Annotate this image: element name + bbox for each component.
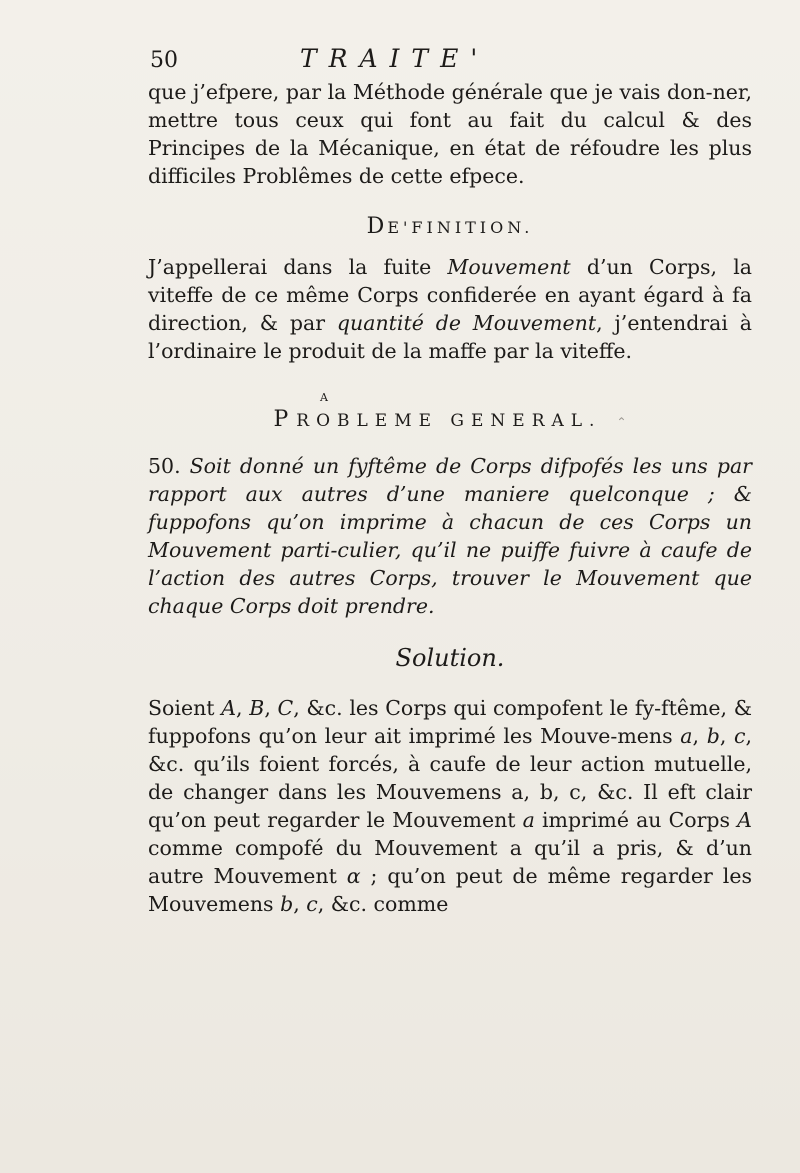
intro-paragraph: que j’efpere, par la Méthode générale que je vais don-ner, mettre tous ceux qui font au fait du calcul & des Principes de la Mécanique, en état de réfoudre les plus difficiles Problêmes de cette efpece. [148,80,752,188]
problem-heading-accent: A [320,391,328,404]
problem-paragraph [148,452,752,620]
solution-var-alpha: α [346,864,361,888]
solution-var-a-2: a [522,808,535,832]
solution-text-10: ; qu’on peut de même regarder les Mouvemens [148,864,752,916]
solution-paragraph [148,694,752,918]
page-body [148,78,752,918]
problem-heading-initial: P [273,407,297,432]
problem-number: 50. [148,454,181,478]
solution-text-8: imprimé au Corps [534,808,738,832]
solution-text-7: , &c. qu’ils foient forcés, à caufe de leur action mutuelle, de changer dans les Mouvemens a, b, c, &c. Il eft clair qu’on peut regarder le Mouvement [148,724,752,832]
solution-var-A: A [221,696,237,720]
solution-text-9: comme compofé du Mouvement a qu’il a pris, & d’un autre Mouvement [148,836,752,888]
solution-var-b-2: b [280,892,294,916]
problem-heading-rest: ROBLEME GENERAL. [296,411,602,431]
page-number: 50 [150,48,178,73]
definition-text-2: d’un Corps, la viteffe de ce même Corps confiderée en ayant égard à fa direction, & par [148,255,752,335]
solution-text-12: , &c. comme [317,892,449,916]
solution-text-4: , &c. les Corps qui compofent le fy-ftême, & fuppofons qu’on leur ait imprimé les Mouve-mens [148,696,752,748]
solution-text-11: , [293,892,307,916]
solution-var-c-2: c [306,892,318,916]
definition-heading [148,214,752,239]
problem-text: Soit donné un fyftême de Corps difpofés les uns par rapport aux autres d’une maniere quelconque ; & fuppofons qu’on imprime à chacun de ces Corps un Mouvement parti-culier, qu’il ne puiffe fuivre à caufe de l’action des autres Corps, trouver le Mouvement que chaque Corps doit prendre. [148,454,752,618]
ornament-mark: ⌃ [616,415,627,429]
definition-paragraph [148,253,752,365]
solution-text-6: , [719,724,734,748]
solution-text-1: Soient [148,696,222,720]
definition-term-mouvement: Mouvement [447,255,571,279]
solution-var-C: C [277,696,294,720]
solution-var-c: c [733,724,746,748]
solution-var-A-2: A [737,808,752,832]
solution-text-5: , [692,724,707,748]
solution-var-a: a [680,724,693,748]
definition-text-3: , j’entendrai à l’ordinaire le produit de la maffe par la viteffe. [148,311,753,363]
solution-var-b: b [706,724,720,748]
definition-text-1: J’appellerai dans la fuite [148,255,448,279]
definition-term-quantite: quantité de Mouvement [336,311,597,335]
solution-text-2: , [236,696,250,720]
definition-heading-initial: D [366,214,388,239]
running-title: TRAITE' [300,44,490,73]
solution-text-3: , [264,696,278,720]
solution-var-B: B [249,696,265,720]
definition-heading-rest: E'FINITION. [387,218,534,237]
problem-heading [148,391,752,432]
solution-heading: Solution. [395,644,505,672]
